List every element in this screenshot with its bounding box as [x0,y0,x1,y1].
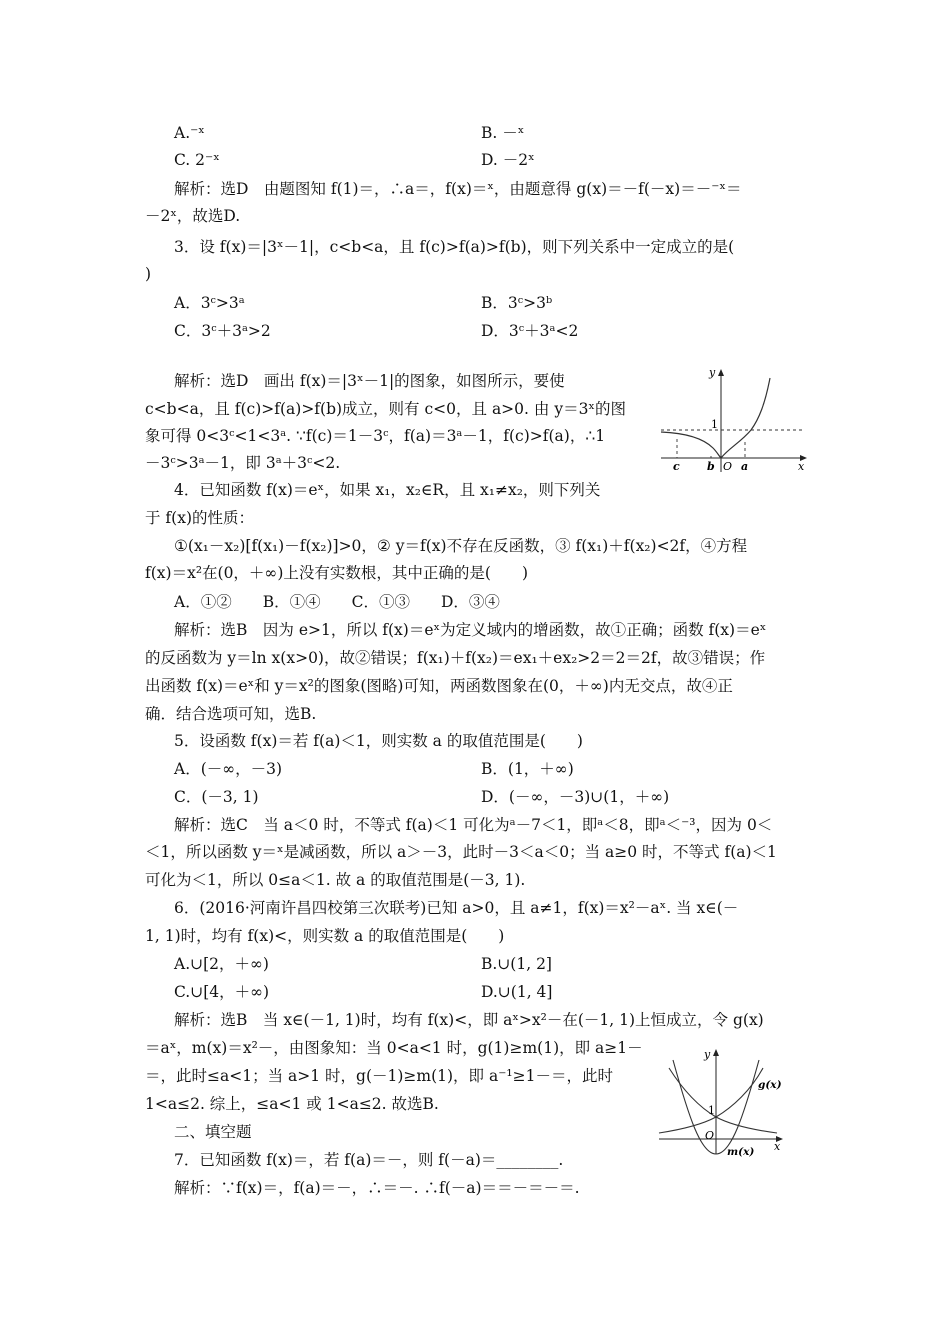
fig2-label-m: m(x) [727,1146,755,1158]
section-fill-in-title: 二、填空题 [174,1123,252,1141]
q3-option-b: B．3ᶜ>3ᵇ [481,294,553,312]
q6-option-d: D.∪(1, 4] [481,983,553,1001]
q3-solution-line1: 解析：选D 画出 f(x)＝|3ˣ－1|的图象，如图所示，要使 [174,372,565,390]
q5-solution-line3: 可化为＜1，所以 0≤a＜1. 故 a 的取值范围是(－3, 1). [145,871,526,889]
q3-stem-line1: 3．设 f(x)＝|3ˣ－1|，c<b<a，且 f(c)>f(a)>f(b)，则下列关系中一定成立的是( [174,238,735,256]
fig1-label-c: c [673,460,680,473]
q6-option-b: B.∪(1, 2] [481,955,552,973]
q3-stem-line2: ) [145,265,152,283]
q4-options: A．①② B．①④ C．①③ D．③④ [174,593,500,611]
q4-solution-line4: 确．结合选项可知，选B. [145,705,317,723]
q2-option-c: C. 2⁻ˣ [174,151,220,169]
fig2-label-g: g(x) [758,1079,782,1091]
figure-abs-exponential-graph [655,364,815,476]
q7-solution: 解析：∵f(x)＝，f(a)＝－，∴＝－. ∴f(－a)＝＝－＝－＝. [174,1179,580,1197]
q6-solution-line3: ＝，此时≤a<1；当 a>1 时，g(－1)≥m(1)，即 a⁻¹≥1－＝，此时 [145,1067,613,1085]
figure-g-m-graph [655,1042,790,1158]
q6-option-a: A.∪[2，＋∞) [174,955,269,973]
q6-option-c: C.∪[4，＋∞) [174,983,270,1001]
q3-solution-line2: c<b<a，且 f(c)>f(a)>f(b)成立，则有 c<0，且 a>0. 由 y＝3ˣ的图 [145,400,627,418]
q6-solution-line1: 解析：选B 当 x∈(－1, 1)时，均有 f(x)<，即 aˣ>x²－在(－1, 1)上恒成立，令 g(x) [174,1011,764,1029]
q7-stem: 7．已知函数 f(x)＝，若 f(a)＝－，则 f(－a)＝________. [174,1151,564,1169]
q6-solution-line2: ＝aˣ，m(x)＝x²－，由图象知：当 0<a<1 时，g(1)≥m(1)，即 a≥1－ [145,1039,643,1057]
q3-option-a: A．3ᶜ>3ᵃ [174,294,245,312]
q6-stem-line1: 6．(2016·河南许昌四校第三次联考)已知 a>0，且 a≠1，f(x)＝x²－aˣ. 当 x∈(－ [174,899,739,917]
q2-solution-line2: －2ˣ，故选D. [145,207,241,225]
fig2-label-y: y [704,1048,711,1061]
fig1-label-one: 1 [711,418,718,431]
q2-option-a: A.⁻ˣ [174,124,205,142]
fig2-label-o: O [705,1129,715,1142]
q2-option-d: D. －2ˣ [481,151,535,169]
q4-stem-line3: ①(x₁－x₂)[f(x₁)－f(x₂)]>0，② y＝f(x)不存在反函数，③ f(x₁)＋f(x₂)<2f，④方程 [174,537,748,555]
q5-solution-line2: ＜1，所以函数 y＝ˣ是减函数，所以 a＞－3，此时－3＜a＜0；当 a≥0 时，不等式 f(a)＜1 [145,843,777,861]
q6-stem-line2: 1, 1)时，均有 f(x)<，则实数 a 的取值范围是( ) [145,927,505,945]
q4-stem-line2: 于 f(x)的性质： [145,509,254,527]
fig2-label-one: 1 [708,1104,715,1117]
q5-stem: 5．设函数 f(x)＝若 f(a)＜1，则实数 a 的取值范围是( ) [174,732,583,750]
q5-option-b: B．(1，＋∞) [481,760,574,778]
q3-solution-line4: －3ᶜ>3ᵃ－1，即 3ᵃ＋3ᶜ<2. [145,454,341,472]
q5-option-a: A．(－∞，－3) [174,760,283,778]
q6-solution-line4: 1<a≤2. 综上，≤a<1 或 1<a≤2. 故选B. [145,1095,439,1113]
fig1-label-a: a [741,460,749,473]
fig1-label-y: y [709,366,716,379]
q3-solution-line3: 象可得 0<3ᶜ<1<3ᵃ. ∵f(c)＝1－3ᶜ，f(a)＝3ᵃ－1，f(c)>f(a)，∴1 [145,427,606,445]
q4-stem-line4: f(x)＝x²在(0，＋∞)上没有实数根，其中正确的是( ) [145,564,528,582]
q3-option-c: C．3ᶜ＋3ᵃ>2 [174,322,271,340]
fig1-label-b: b [707,460,715,473]
q4-solution-line1: 解析：选B 因为 e>1，所以 f(x)＝eˣ为定义域内的增函数，故①正确；函数 f(x)＝eˣ [174,621,767,639]
q4-solution-line3: 出函数 f(x)＝eˣ和 y＝x²的图象(图略)可知，两函数图象在(0，＋∞)内无交点，故④正 [145,677,733,695]
q4-solution-line2: 的反函数为 y＝ln x(x>0)，故②错误；f(x₁)＋f(x₂)＝ex₁＋ex₂>2＝2＝2f，故③错误；作 [145,649,766,667]
fig1-label-x: x [798,460,805,473]
q4-stem-line1: 4．已知函数 f(x)＝eˣ，如果 x₁，x₂∈R，且 x₁≠x₂，则下列关 [174,481,601,499]
q5-option-c: C．(－3, 1) [174,788,259,806]
fig1-label-o: O [723,460,733,473]
q3-option-d: D．3ᶜ＋3ᵃ<2 [481,322,579,340]
q2-solution-line1: 解析：选D 由题图知 f(1)＝，∴a＝，f(x)＝ˣ，由题意得 g(x)＝－f(－x)＝－⁻ˣ＝ [174,180,742,198]
q5-option-d: D．(－∞，－3)∪(1，＋∞) [481,788,670,806]
fig2-label-x: x [774,1140,781,1153]
q2-option-b: B. －ˣ [481,124,525,142]
q5-solution-line1: 解析：选C 当 a＜0 时，不等式 f(a)＜1 可化为ᵃ－7＜1，即ᵃ＜8，即ᵃ＜⁻³，因为 0＜ [174,816,773,834]
